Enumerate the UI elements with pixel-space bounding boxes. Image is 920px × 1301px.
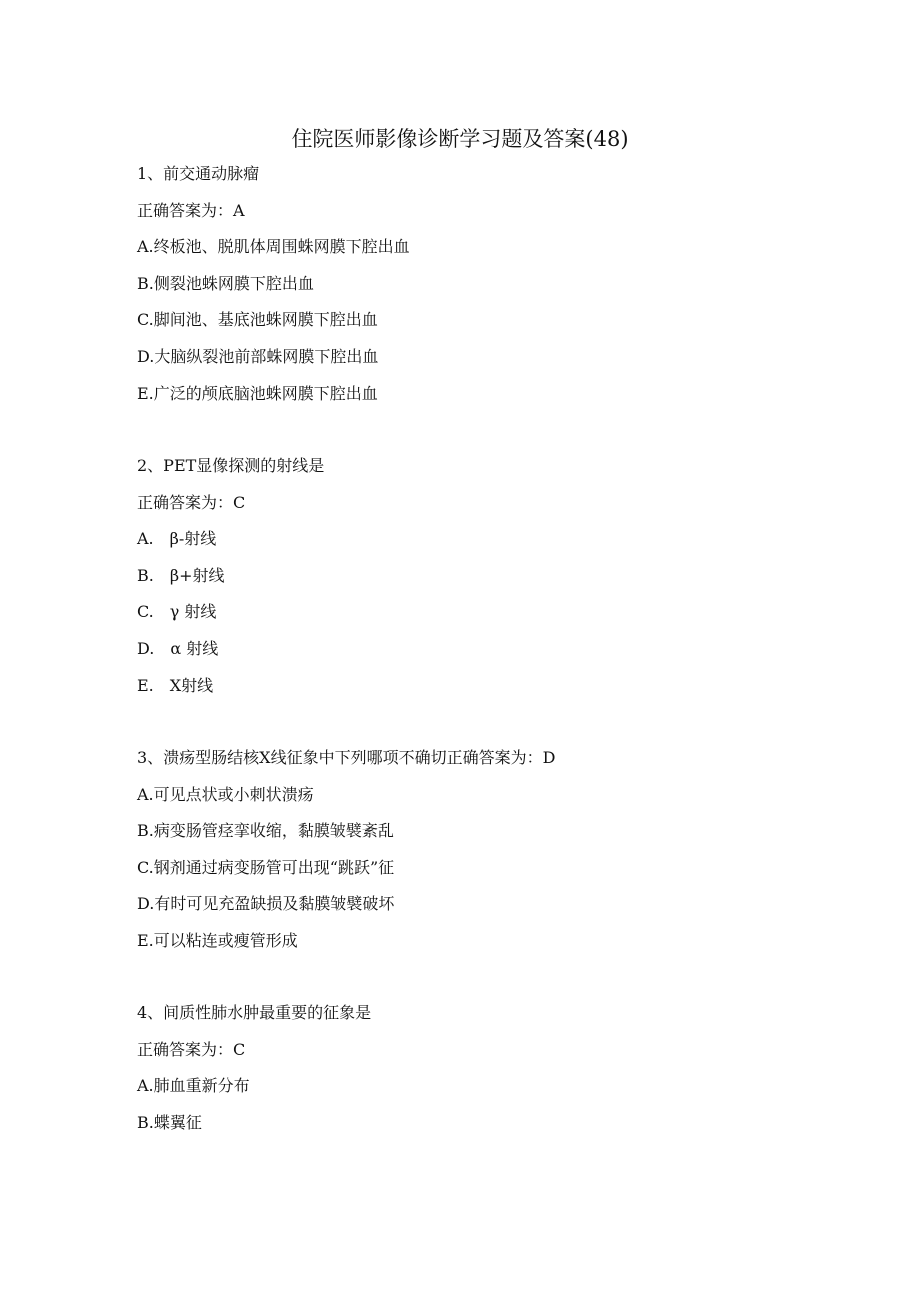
- question-4-text: 4、间质性肺水肿最重要的征象是: [137, 1003, 372, 1022]
- question-2-option-d: D. α 射线: [137, 639, 219, 658]
- question-3-option-e: E.可以粘连或瘦管形成: [137, 931, 298, 950]
- question-1-option-b: B.侧裂池蛛网膜下腔出血: [137, 274, 314, 293]
- question-1-option-d: D.大脑纵裂池前部蛛网膜下腔出血: [137, 347, 379, 366]
- question-4-option-b: B.蝶翼征: [137, 1113, 202, 1132]
- page-title: 住院医师影像诊断学习题及答案(48): [291, 127, 629, 151]
- question-2-option-b: B. β+射线: [137, 566, 225, 585]
- question-3-option-a: A.可见点状或小刺状溃疡: [137, 785, 314, 804]
- question-3-option-b: B.病变肠管痉挛收缩，黏膜皱襞紊乱: [137, 821, 394, 840]
- question-1-text: 1、前交通动脉瘤: [137, 164, 260, 183]
- question-1-option-c: C.脚间池、基底池蛛网膜下腔出血: [137, 310, 378, 329]
- question-1-answer: 正确答案为：A: [137, 201, 245, 220]
- question-3-text: 3、溃疡型肠结核X线征象中下列哪项不确切正确答案为：D: [137, 748, 556, 767]
- question-2-option-e: E. X射线: [137, 676, 214, 695]
- question-3-option-c: C.钢剂通过病变肠管可出现“跳跃”征: [137, 858, 395, 877]
- question-2-option-c: C. γ 射线: [137, 602, 217, 621]
- question-1-option-e: E.广泛的颅底脑池蛛网膜下腔出血: [137, 384, 378, 403]
- question-4-answer: 正确答案为：C: [137, 1040, 246, 1059]
- question-3-option-d: D.有时可见充盈缺损及黏膜皱襞破坏: [137, 894, 395, 913]
- question-2-option-a: A. β-射线: [137, 529, 217, 548]
- question-2-text: 2、PET显像探测的射线是: [137, 456, 325, 475]
- question-1-option-a: A.终板池、脱肌体周围蛛网膜下腔出血: [137, 237, 410, 256]
- question-2-answer: 正确答案为：C: [137, 493, 246, 512]
- question-4-option-a: A.肺血重新分布: [137, 1076, 250, 1095]
